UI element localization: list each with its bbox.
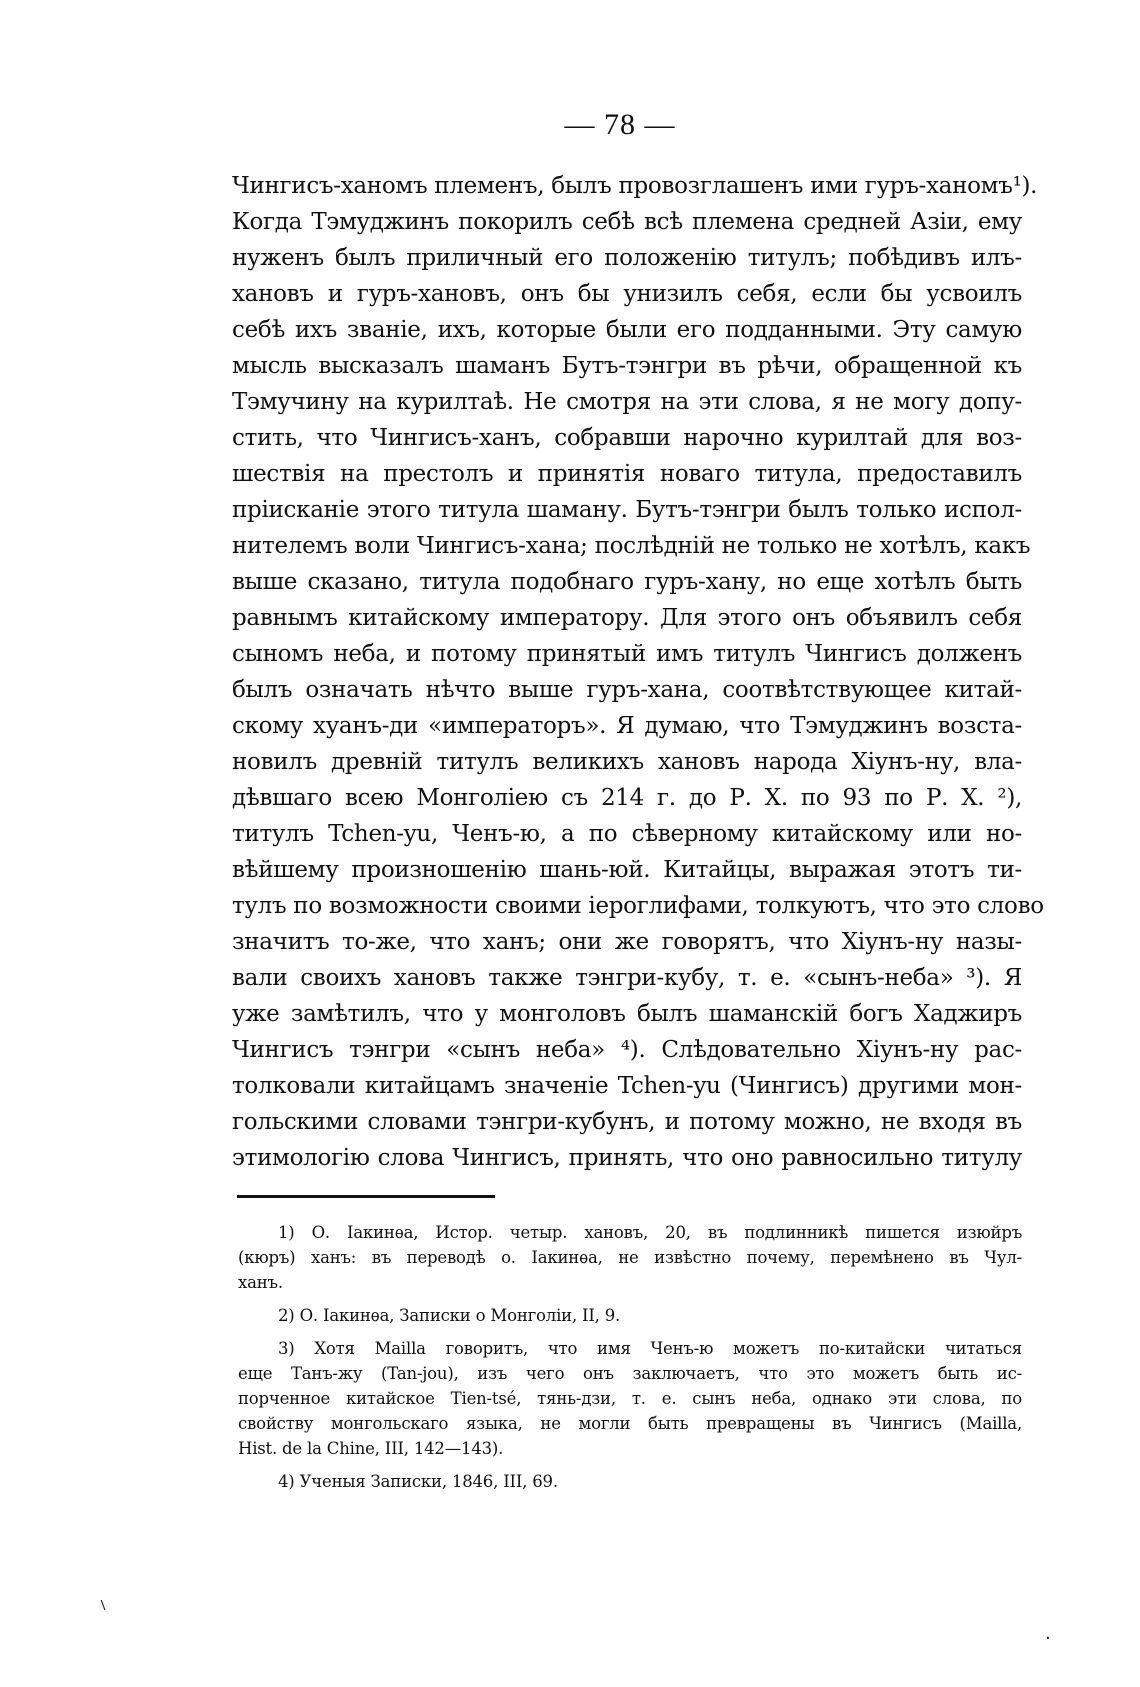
text-line: былъ означать нѣчто выше гуръ-хана, соотвѣтствующее китай- — [232, 677, 1022, 703]
text-line: шествія на престолъ и принятія новаго титула, предоставилъ — [232, 461, 1022, 487]
text-line: Чингисъ-ханомъ племенъ, былъ провозглашенъ ими гуръ-ханомъ¹). — [232, 173, 1038, 199]
text-line: сыномъ неба, и потому принятый имъ титулъ Чингисъ долженъ — [232, 641, 1022, 667]
text-line: этимологію слова Чингисъ, принять, что оно равносильно титулу — [232, 1145, 1022, 1171]
text-line: Тэмучину на курилтаѣ. Не смотря на эти слова, я не могу допу- — [232, 389, 1022, 415]
text-line: равнымъ китайскому императору. Для этого онъ объявилъ себя — [232, 605, 1022, 631]
scan-speck: ⸜ — [94, 1587, 116, 1616]
text-line: скому хуанъ-ди «императоръ». Я думаю, что Тэмуджинъ возста- — [232, 713, 1022, 739]
footnote-line: 3) Хотя Mailla говоритъ, что имя Ченъ-ю можетъ по-китайски читаться — [278, 1339, 1022, 1358]
text-line: дѣвшаго всею Монголіею съ 214 г. до Р. Х. по 93 по Р. Х. ²), — [232, 785, 1022, 811]
text-line: вали своихъ хановъ также тэнгри-кубу, т. е. «сынъ-неба» ³). Я — [232, 965, 1022, 991]
footnote-line: 1) О. Іакинѳа, Истор. четыр. хановъ, 20, въ подлинникѣ пишется изюйръ — [278, 1223, 1022, 1242]
footnote-line: ханъ. — [238, 1273, 283, 1292]
text-line: пріисканіе этого титула шаману. Бутъ-тэнгри былъ только испол- — [232, 497, 1022, 523]
footnote-line: еще Танъ-жу (Tan-jou), изъ чего онъ заключаетъ, что это можетъ быть ис- — [238, 1364, 1022, 1383]
footnote-line: Hist. de la Chine, III, 142—143). — [238, 1439, 504, 1458]
text-line: гольскими словами тэнгри-кубунъ, и потому можно, не входя въ — [232, 1109, 1022, 1135]
footnotes — [238, 1220, 1022, 1494]
text-line: нителемъ воли Чингисъ-хана; послѣдній не только не хотѣлъ, какъ — [232, 533, 1031, 559]
footnote-1 — [238, 1220, 1022, 1295]
text-line: значитъ то-же, что ханъ; они же говорятъ, что Хіунъ-ну назы- — [232, 929, 1022, 955]
text-line: тулъ по возможности своими іероглифами, толкуютъ, что это слово — [232, 893, 1044, 919]
footnote-line: 2) О. Іакинѳа, Записки о Монголіи, II, 9. — [278, 1306, 621, 1325]
text-line: хановъ и гуръ-хановъ, онъ бы унизилъ себя, если бы усвоилъ — [232, 281, 1022, 307]
footnote-4 — [238, 1469, 1022, 1494]
footnote-line: свойству монгольскаго языка, не могли быть превращены въ Чингисъ (Mailla, — [238, 1414, 1022, 1433]
footnote-separator — [237, 1195, 495, 1198]
text-line: выше сказано, титула подобнаго гуръ-хану, но еще хотѣлъ быть — [232, 569, 1022, 595]
text-line: мысль высказалъ шаманъ Бутъ-тэнгри въ рѣчи, обращенной къ — [232, 353, 1022, 379]
footnote-3 — [238, 1336, 1022, 1461]
text-line: вѣйшему произношенію шань-юй. Китайцы, выражая этотъ ти- — [232, 857, 1022, 883]
text-line: нуженъ былъ приличный его положенію титулъ; побѣдивъ илъ- — [232, 245, 1022, 271]
main-text — [232, 168, 1044, 1176]
text-line: титулъ Tchen-yu, Ченъ-ю, а по сѣверному китайскому или но- — [232, 821, 1022, 847]
footnote-2 — [238, 1303, 1022, 1328]
text-line: себѣ ихъ званіе, ихъ, которые были его подданными. Эту самую — [232, 317, 1022, 343]
text-line: стить, что Чингисъ-ханъ, собравши нарочно курилтай для воз- — [232, 425, 1022, 451]
scan-speck: · — [1045, 1628, 1051, 1649]
text-line: Когда Тэмуджинъ покорилъ себѣ всѣ племена средней Азіи, ему — [232, 209, 1022, 235]
footnote-line: порченное китайское Tien-tsé, тянь-дзи, т. е. сынъ неба, однако эти слова, по — [238, 1389, 1022, 1408]
text-line: толковали китайцамъ значеніе Tchen-yu (Чингисъ) другими мон- — [232, 1073, 1022, 1099]
text-line: уже замѣтилъ, что у монголовъ былъ шаманскій богъ Хаджиръ — [232, 1001, 1022, 1027]
page-number: — 78 — — [564, 108, 676, 141]
text-line: Чингисъ тэнгри «сынъ неба» ⁴). Слѣдовательно Хіунъ-ну рас- — [232, 1037, 1022, 1063]
text-line: новилъ древній титулъ великихъ хановъ народа Хіунъ-ну, вла- — [232, 749, 1022, 775]
footnote-line: 4) Ученыя Записки, 1846, III, 69. — [278, 1472, 558, 1491]
footnote-line: (кюръ) ханъ: въ переводѣ о. Іакинѳа, не извѣстно почему, перемѣнено въ Чул- — [238, 1248, 1022, 1267]
